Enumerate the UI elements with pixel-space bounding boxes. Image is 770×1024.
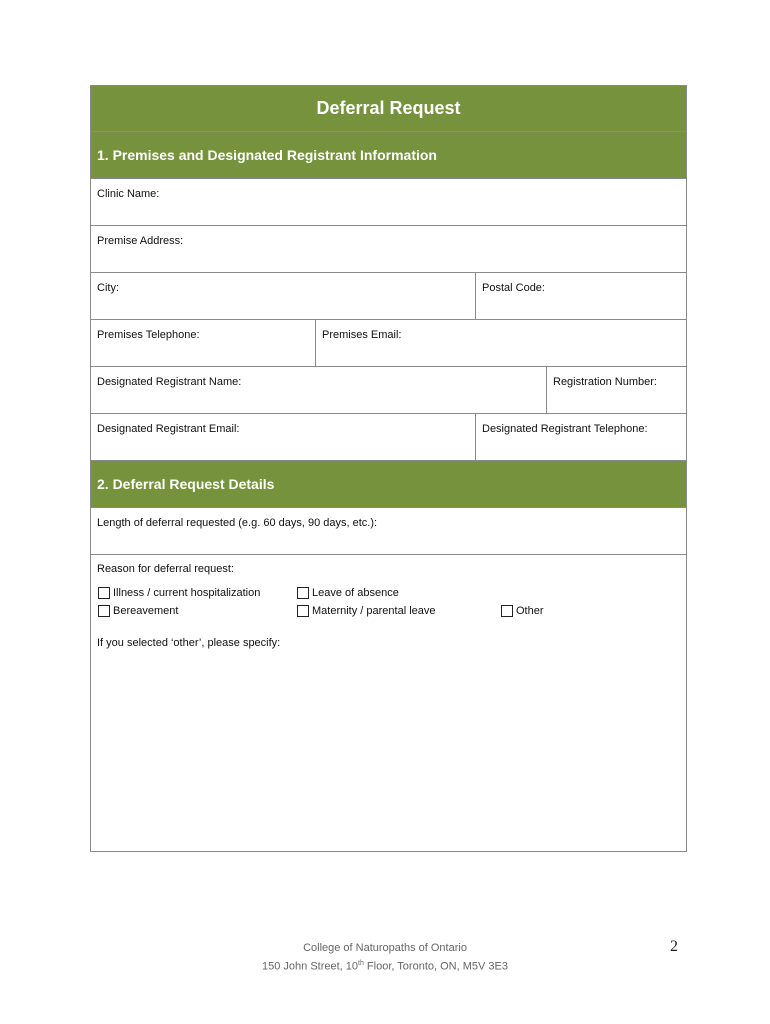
page-number: 2 — [670, 938, 678, 955]
reason-section — [91, 555, 686, 851]
checkbox-illness[interactable] — [98, 587, 260, 599]
premise-address-row — [91, 226, 686, 273]
premises-email-field[interactable]: Premises Email: — [315, 320, 686, 366]
footer — [0, 940, 770, 975]
checkbox-illness-box[interactable] — [98, 587, 110, 599]
footer-address: 150 John Street, 10th Floor, Toronto, ON, M5V 3E3 — [262, 960, 508, 973]
city-row — [91, 273, 686, 320]
section-2-heading: 2. Deferral Request Details — [91, 461, 686, 508]
section-1-heading: 1. Premises and Designated Registrant Information — [91, 132, 686, 179]
checkbox-bereavement-label: Bereavement — [113, 605, 179, 617]
reason-label: Reason for deferral request: — [97, 563, 234, 575]
registrant-name-row — [91, 367, 686, 414]
checkbox-bereavement[interactable] — [98, 605, 178, 617]
checkbox-leave[interactable] — [297, 587, 399, 599]
deferral-length-field[interactable]: Length of deferral requested (e.g. 60 days, 90 days, etc.): — [97, 517, 378, 529]
checkbox-bereavement-box[interactable] — [98, 605, 110, 617]
premises-telephone-field[interactable]: Premises Telephone: — [97, 329, 200, 341]
checkbox-illness-label: Illness / current hospitalization — [113, 587, 261, 599]
checkbox-leave-box[interactable] — [297, 587, 309, 599]
deferral-length-row — [91, 508, 686, 555]
registrant-email-field[interactable]: Designated Registrant Email: — [97, 423, 240, 435]
checkbox-other-box[interactable] — [501, 605, 513, 617]
checkbox-maternity[interactable] — [297, 605, 436, 617]
checkbox-maternity-label: Maternity / parental leave — [312, 605, 436, 617]
clinic-name-field[interactable]: Clinic Name: — [97, 188, 160, 200]
deferral-request-form — [90, 85, 687, 852]
premise-address-field[interactable]: Premise Address: — [97, 235, 184, 247]
other-specify-label: If you selected ‘other’, please specify: — [97, 637, 281, 649]
registration-number-field[interactable]: Registration Number: — [546, 367, 686, 413]
city-field[interactable]: City: — [97, 282, 119, 294]
checkbox-other[interactable] — [501, 605, 544, 617]
registrant-name-field[interactable]: Designated Registrant Name: — [97, 376, 242, 388]
checkbox-leave-label: Leave of absence — [312, 587, 399, 599]
registrant-contact-row — [91, 414, 686, 461]
checkbox-maternity-box[interactable] — [297, 605, 309, 617]
postal-code-field[interactable]: Postal Code: — [475, 273, 686, 319]
premises-contact-row — [91, 320, 686, 367]
footer-organization: College of Naturopaths of Ontario — [303, 942, 467, 954]
checkbox-other-label: Other — [516, 605, 544, 617]
form-title: Deferral Request — [91, 86, 686, 132]
registrant-telephone-field[interactable]: Designated Registrant Telephone: — [475, 414, 686, 460]
clinic-name-row — [91, 179, 686, 226]
